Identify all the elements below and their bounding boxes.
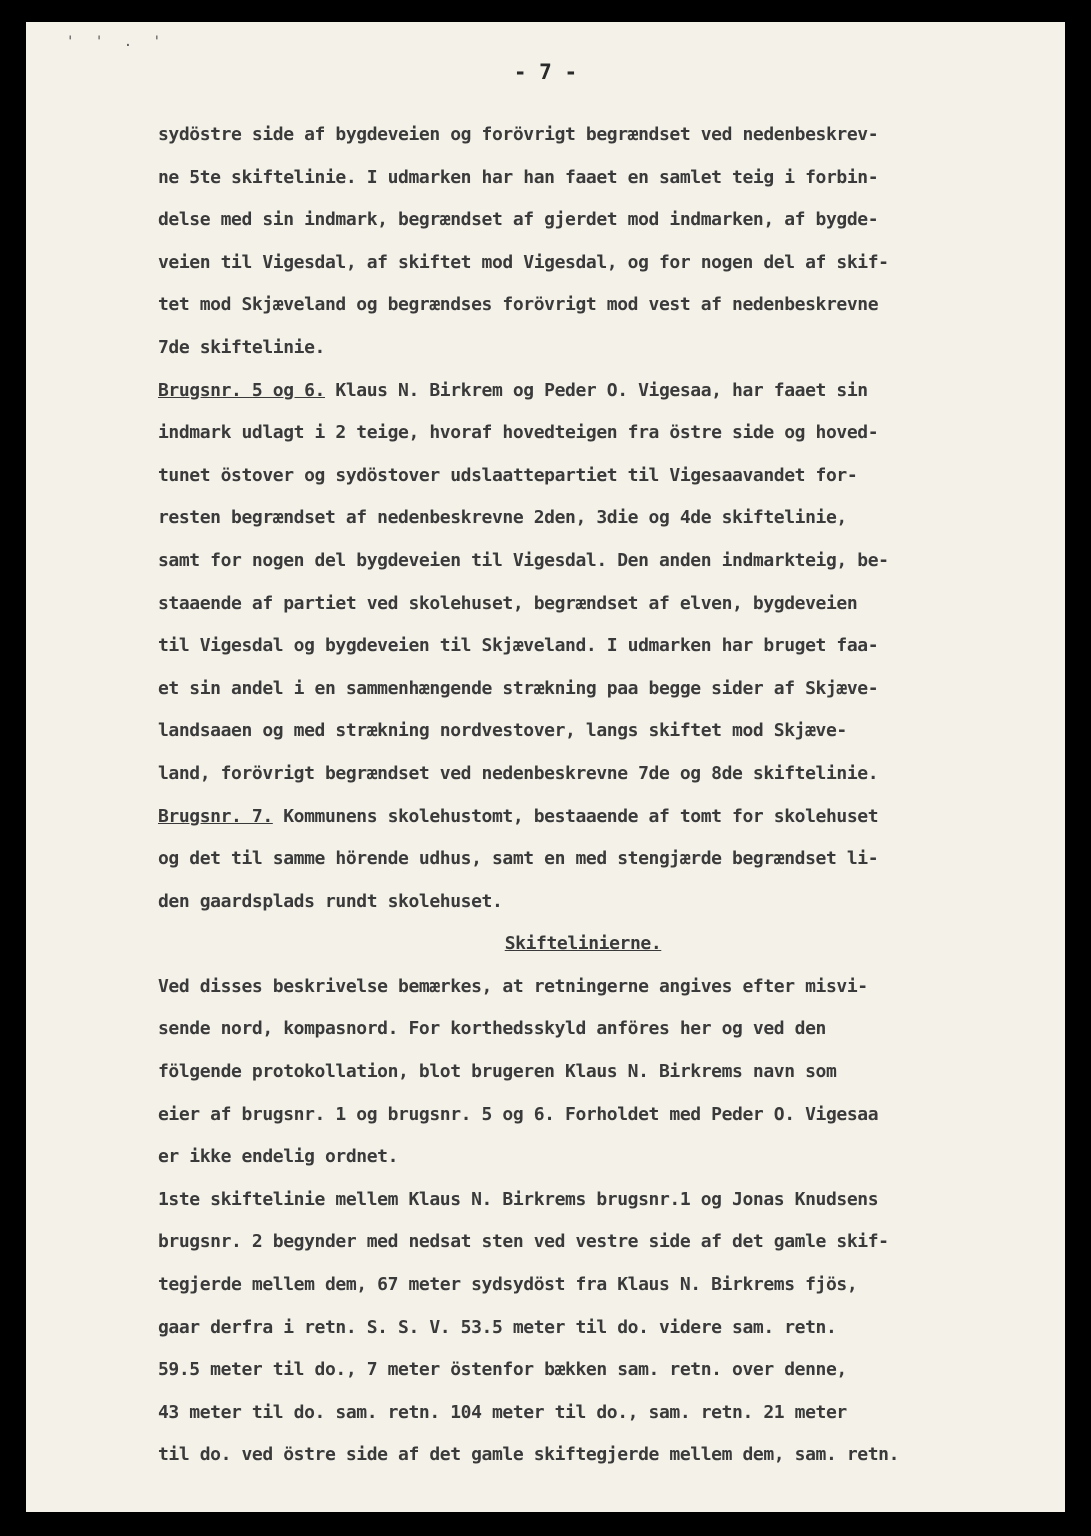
page-number: - 7 -	[513, 60, 578, 84]
text-line: staaende af partiet ved skolehuset, begrændset af elven, bygdeveien	[158, 592, 858, 614]
text-line: veien til Vigesdal, af skiftet mod Vigesdal, og for nogen del af skif-	[158, 251, 889, 273]
text-line: samt for nogen del bygdeveien til Vigesdal. Den anden indmarkteig, be-	[158, 549, 889, 571]
text-line: et sin andel i en sammenhængende strækning paa begge sider af Skjæve-	[158, 677, 879, 699]
text-line: 1ste skiftelinie mellem Klaus N. Birkrems brugsnr.1 og Jonas Knudsens	[158, 1188, 879, 1210]
body-text	[158, 114, 1065, 1477]
text-line: resten begrændset af nedenbeskrevne 2den, 3die og 4de skiftelinie,	[158, 507, 847, 529]
text-span: Kommunens skolehustomt, bestaaende af tomt for skolehuset	[272, 805, 879, 827]
text-span: Klaus N. Birkrem og Peder O. Vigesaa, har faaet sin	[325, 379, 868, 401]
text-line: Ved disses beskrivelse bemærkes, at retningerne angives efter misvi-	[158, 975, 868, 997]
text-line: sydöstre side af bygdeveien og forövrigt begrændset ved nedenbeskrev-	[158, 124, 879, 145]
brugsnr-5-6-heading: Brugsnr. 5 og 6.	[158, 379, 325, 401]
brugsnr-7-heading: Brugsnr. 7.	[158, 805, 273, 827]
text-line: er ikke endelig ordnet.	[158, 1146, 399, 1168]
text-line: gaar derfra i retn. S. S. V. 53.5 meter til do. videre sam. retn.	[158, 1316, 837, 1338]
document-page	[26, 22, 1065, 1512]
paragraph-first-line	[158, 370, 1065, 413]
text-line: 59.5 meter til do., 7 meter östenfor bækken sam. retn. over denne,	[158, 1359, 847, 1381]
text-line: den gaardsplads rundt skolehuset.	[158, 890, 503, 912]
text-line: tunet östover og sydöstover udslaattepartiet til Vigesaavandet for-	[158, 464, 858, 486]
text-line: eier af brugsnr. 1 og brugsnr. 5 og 6. Forholdet med Peder O. Vigesaa	[158, 1103, 879, 1125]
text-line: og det til samme hörende udhus, samt en med stengjærde begrændset li-	[158, 848, 879, 870]
text-line: brugsnr. 2 begynder med nedsat sten ved vestre side af det gamle skif-	[158, 1231, 889, 1253]
text-line: land, forövrigt begrændset ved nedenbeskrevne 7de og 8de skiftelinie.	[158, 762, 879, 784]
text-line: sende nord, kompasnord. For korthedsskyld anföres her og ved den	[158, 1018, 826, 1040]
text-line: ne 5te skiftelinie. I udmarken har han faaet en samlet teig i forbin-	[158, 166, 879, 188]
text-line: til Vigesdal og bygdeveien til Skjæveland. I udmarken har bruget faa-	[158, 635, 879, 657]
section-heading: Skiftelinierne.	[504, 933, 662, 955]
text-line: 43 meter til do. sam. retn. 104 meter til do., sam. retn. 21 meter	[158, 1401, 847, 1423]
text-line: delse med sin indmark, begrændset af gjerdet mod indmarken, af bygde-	[158, 209, 879, 231]
text-line: til do. ved östre side af det gamle skiftegjerde mellem dem, sam. retn.	[158, 1444, 900, 1466]
text-line: 7de skiftelinie.	[158, 336, 325, 358]
text-line: landsaaen og med strækning nordvestover, langs skiftet mod Skjæve-	[158, 720, 847, 742]
paragraph-first-line	[158, 796, 1065, 839]
text-line: tegjerde mellem dem, 67 meter sydsydöst fra Klaus N. Birkrems fjös,	[158, 1274, 858, 1296]
text-line: fölgende protokollation, blot brugeren Klaus N. Birkrems navn som	[158, 1061, 837, 1083]
corner-marks: ' ' . '	[66, 34, 168, 50]
text-line: tet mod Skjæveland og begrændses forövrigt mod vest af nedenbeskrevne	[158, 294, 879, 316]
section-heading-line	[158, 923, 1065, 966]
text-line: indmark udlagt i 2 teige, hvoraf hovedteigen fra östre side og hoved-	[158, 422, 879, 444]
